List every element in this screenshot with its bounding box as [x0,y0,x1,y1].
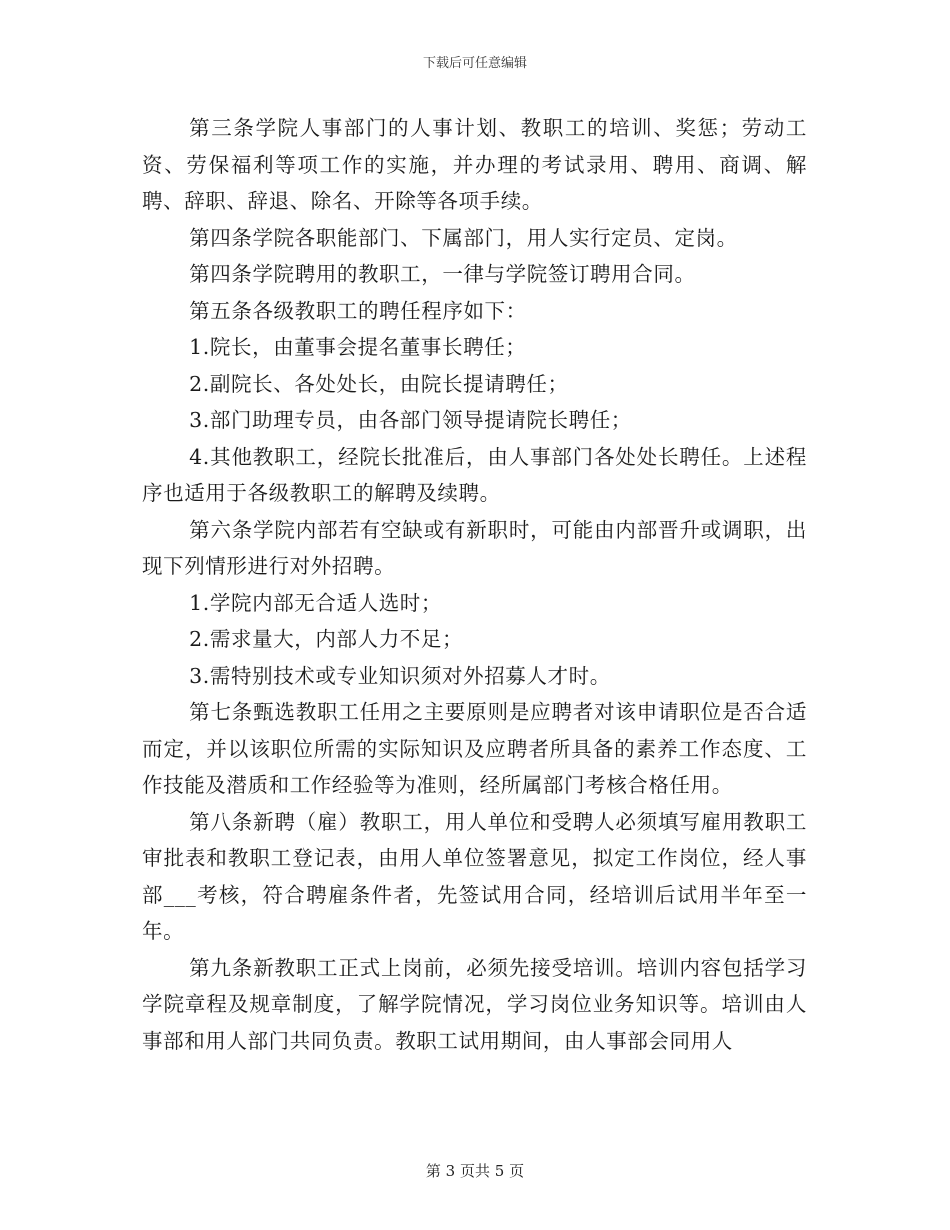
paragraph-article-4a: 第四条学院各职能部门、下属部门，用人实行定员、定岗。 [189,225,738,250]
list-item-6-1: 1.学院内部无合适人选时； [189,590,442,615]
paragraph-article-3: 第三条学院人事部门的人事计划、教职工的培训、奖惩；劳动工资、劳保福利等项工作的实施，并办理的考试录用、聘用、商调、解聘、辞职、辞退、除名、开除等各项手续。 [142,116,807,213]
page-number-footer: 第 3 页共 5 页 [425,1162,525,1180]
document-body [142,110,807,1059]
list-item-5-1: 1.院长，由董事会提名董事长聘任； [189,335,527,359]
paragraph-article-8: 第八条新聘（雇）教职工，用人单位和受聘人必须填写雇用教职工审批表和教职工登记表，由用人单位签署意见，拟定工作岗位，经人事部___考核，符合聘雇条件者，先签试用合同，经培训后试用半年至一年。 [142,809,807,943]
paragraph-article-6: 第六条学院内部若有空缺或有新职时，可能由内部晋升或调职，出现下列情形进行对外招聘。 [142,517,807,578]
page-header: 下载后可任意编辑 [422,56,527,71]
paragraph-article-7: 第七条甄选教职工任用之主要原则是应聘者对该申请职位是否合适而定，并以该职位所需的实际知识及应聘者所具备的素养工作态度、工作技能及潜质和工作经验等为准则，经所属部门考核合格任用。 [142,700,807,797]
paragraph-article-5: 第五条各级教职工的聘任程序如下： [189,298,527,323]
list-item-5-3: 3.部门助理专员，由各部门领导提请院长聘任； [189,408,632,432]
list-item-5-4: 4.其他教职工，经院长批准后，由人事部门各处处长聘任。上述程序也适用于各级教职工的解聘及续聘。 [142,444,807,505]
list-item-6-3: 3.需特别技术或专业知识须对外招募人才时。 [189,663,611,688]
paragraph-article-4b: 第四条学院聘用的教职工，一律与学院签订聘用合同。 [189,262,696,286]
paragraph-article-9: 第九条新教职工正式上岗前，必须先接受培训。培训内容包括学习学院章程及规章制度，了解学院情况，学习岗位业务知识等。培训由人事部和用人部门共同负责。教职工试用期间，由人事部会同用人 [142,955,807,1053]
list-item-5-2: 2.副院长、各处处长，由院长提请聘任； [189,371,569,396]
list-item-6-2: 2.需求量大，内部人力不足； [189,627,464,651]
